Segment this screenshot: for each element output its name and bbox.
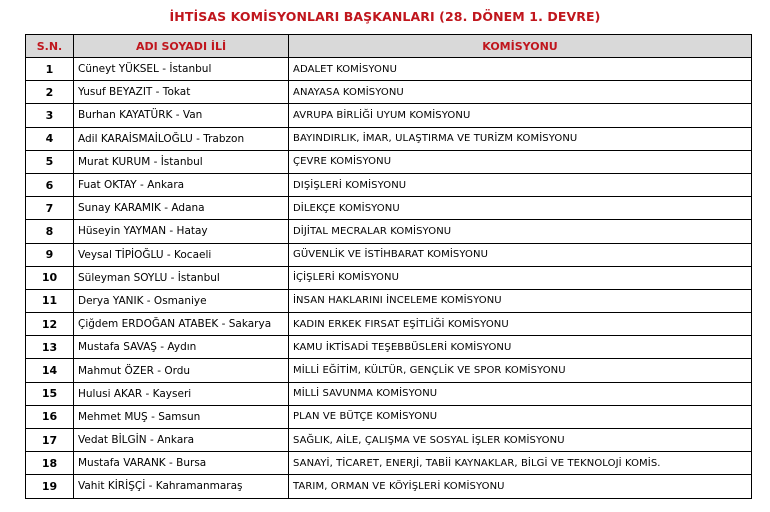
row-number: 17 (26, 429, 74, 452)
row-name: Adil KARAİSMAİLOĞLU - Trabzon (74, 127, 289, 150)
page-title: İHTİSAS KOMİSYONLARI BAŞKANLARI (28. DÖNEM 1. DEVRE) (169, 9, 601, 24)
row-number: 2 (26, 81, 74, 104)
row-number: 7 (26, 197, 74, 220)
row-commission: ADALET KOMİSYONU (289, 58, 752, 81)
row-commission: DİLEKÇE KOMİSYONU (289, 197, 752, 220)
row-name: Yusuf BEYAZIT - Tokat (74, 81, 289, 104)
row-commission: MİLLİ SAVUNMA KOMİSYONU (289, 382, 752, 405)
table-header-row (26, 35, 752, 58)
table-row (26, 313, 752, 336)
row-number: 16 (26, 405, 74, 428)
row-name: Hulusi AKAR - Kayseri (74, 382, 289, 405)
row-name: Sunay KARAMIK - Adana (74, 197, 289, 220)
row-commission: PLAN VE BÜTÇE KOMİSYONU (289, 405, 752, 428)
row-commission: AVRUPA BİRLİĞİ UYUM KOMİSYONU (289, 104, 752, 127)
table-row (26, 475, 752, 498)
table-row (26, 150, 752, 173)
row-number: 10 (26, 266, 74, 289)
row-name: Hüseyin YAYMAN - Hatay (74, 220, 289, 243)
commission-chairs-table (25, 34, 752, 499)
row-name: Vahit KİRİŞÇİ - Kahramanmaraş (74, 475, 289, 498)
row-number: 5 (26, 150, 74, 173)
table-row (26, 289, 752, 312)
row-commission: SANAYİ, TİCARET, ENERJİ, TABİİ KAYNAKLAR, BİLGİ VE TEKNOLOJİ KOMİS. (289, 452, 752, 475)
row-name: Fuat OKTAY - Ankara (74, 173, 289, 196)
row-commission: DIŞİŞLERİ KOMİSYONU (289, 173, 752, 196)
row-number: 15 (26, 382, 74, 405)
row-name: Derya YANIK - Osmaniye (74, 289, 289, 312)
row-number: 19 (26, 475, 74, 498)
row-commission: SAĞLIK, AİLE, ÇALIŞMA VE SOSYAL İŞLER KOMİSYONU (289, 429, 752, 452)
row-number: 12 (26, 313, 74, 336)
row-name: Mustafa VARANK - Bursa (74, 452, 289, 475)
row-commission: KADIN ERKEK FIRSAT EŞİTLİĞİ KOMİSYONU (289, 313, 752, 336)
table-row (26, 58, 752, 81)
row-commission: TARIM, ORMAN VE KÖYİŞLERİ KOMİSYONU (289, 475, 752, 498)
row-name: Murat KURUM - İstanbul (74, 150, 289, 173)
row-number: 1 (26, 58, 74, 81)
row-commission: İÇİŞLERİ KOMİSYONU (289, 266, 752, 289)
row-commission: ANAYASA KOMİSYONU (289, 81, 752, 104)
row-number: 6 (26, 173, 74, 196)
row-name: Vedat BİLGİN - Ankara (74, 429, 289, 452)
row-commission: ÇEVRE KOMİSYONU (289, 150, 752, 173)
row-number: 13 (26, 336, 74, 359)
table-row (26, 266, 752, 289)
row-name: Burhan KAYATÜRK - Van (74, 104, 289, 127)
table-row (26, 382, 752, 405)
row-name: Cüneyt YÜKSEL - İstanbul (74, 58, 289, 81)
row-commission: BAYINDIRLIK, İMAR, ULAŞTIRMA VE TURİZM KOMİSYONU (289, 127, 752, 150)
row-name: Mehmet MUŞ - Samsun (74, 405, 289, 428)
row-commission: DİJİTAL MECRALAR KOMİSYONU (289, 220, 752, 243)
header-sn: S.N. (26, 35, 74, 58)
table-row (26, 429, 752, 452)
row-number: 4 (26, 127, 74, 150)
row-number: 14 (26, 359, 74, 382)
row-commission: MİLLİ EĞİTİM, KÜLTÜR, GENÇLİK VE SPOR KOMİSYONU (289, 359, 752, 382)
table-row (26, 405, 752, 428)
table-row (26, 104, 752, 127)
table-row (26, 220, 752, 243)
row-name: Süleyman SOYLU - İstanbul (74, 266, 289, 289)
table-row (26, 336, 752, 359)
header-name: ADI SOYADI İLİ (74, 35, 289, 58)
header-commission: KOMİSYONU (289, 35, 752, 58)
row-name: Çiğdem ERDOĞAN ATABEK - Sakarya (74, 313, 289, 336)
row-commission: KAMU İKTİSADİ TEŞEBBÜSLERİ KOMİSYONU (289, 336, 752, 359)
row-commission: İNSAN HAKLARINI İNCELEME KOMİSYONU (289, 289, 752, 312)
row-name: Mustafa SAVAŞ - Aydın (74, 336, 289, 359)
table-row (26, 452, 752, 475)
table-row (26, 243, 752, 266)
row-number: 18 (26, 452, 74, 475)
row-number: 11 (26, 289, 74, 312)
row-number: 9 (26, 243, 74, 266)
row-name: Mahmut ÖZER - Ordu (74, 359, 289, 382)
table-row (26, 173, 752, 196)
table-row (26, 359, 752, 382)
table-body (26, 58, 752, 499)
row-commission: GÜVENLİK VE İSTİHBARAT KOMİSYONU (289, 243, 752, 266)
table-row (26, 127, 752, 150)
row-name: Veysal TİPİOĞLU - Kocaeli (74, 243, 289, 266)
row-number: 3 (26, 104, 74, 127)
table-row (26, 81, 752, 104)
row-number: 8 (26, 220, 74, 243)
table-row (26, 197, 752, 220)
